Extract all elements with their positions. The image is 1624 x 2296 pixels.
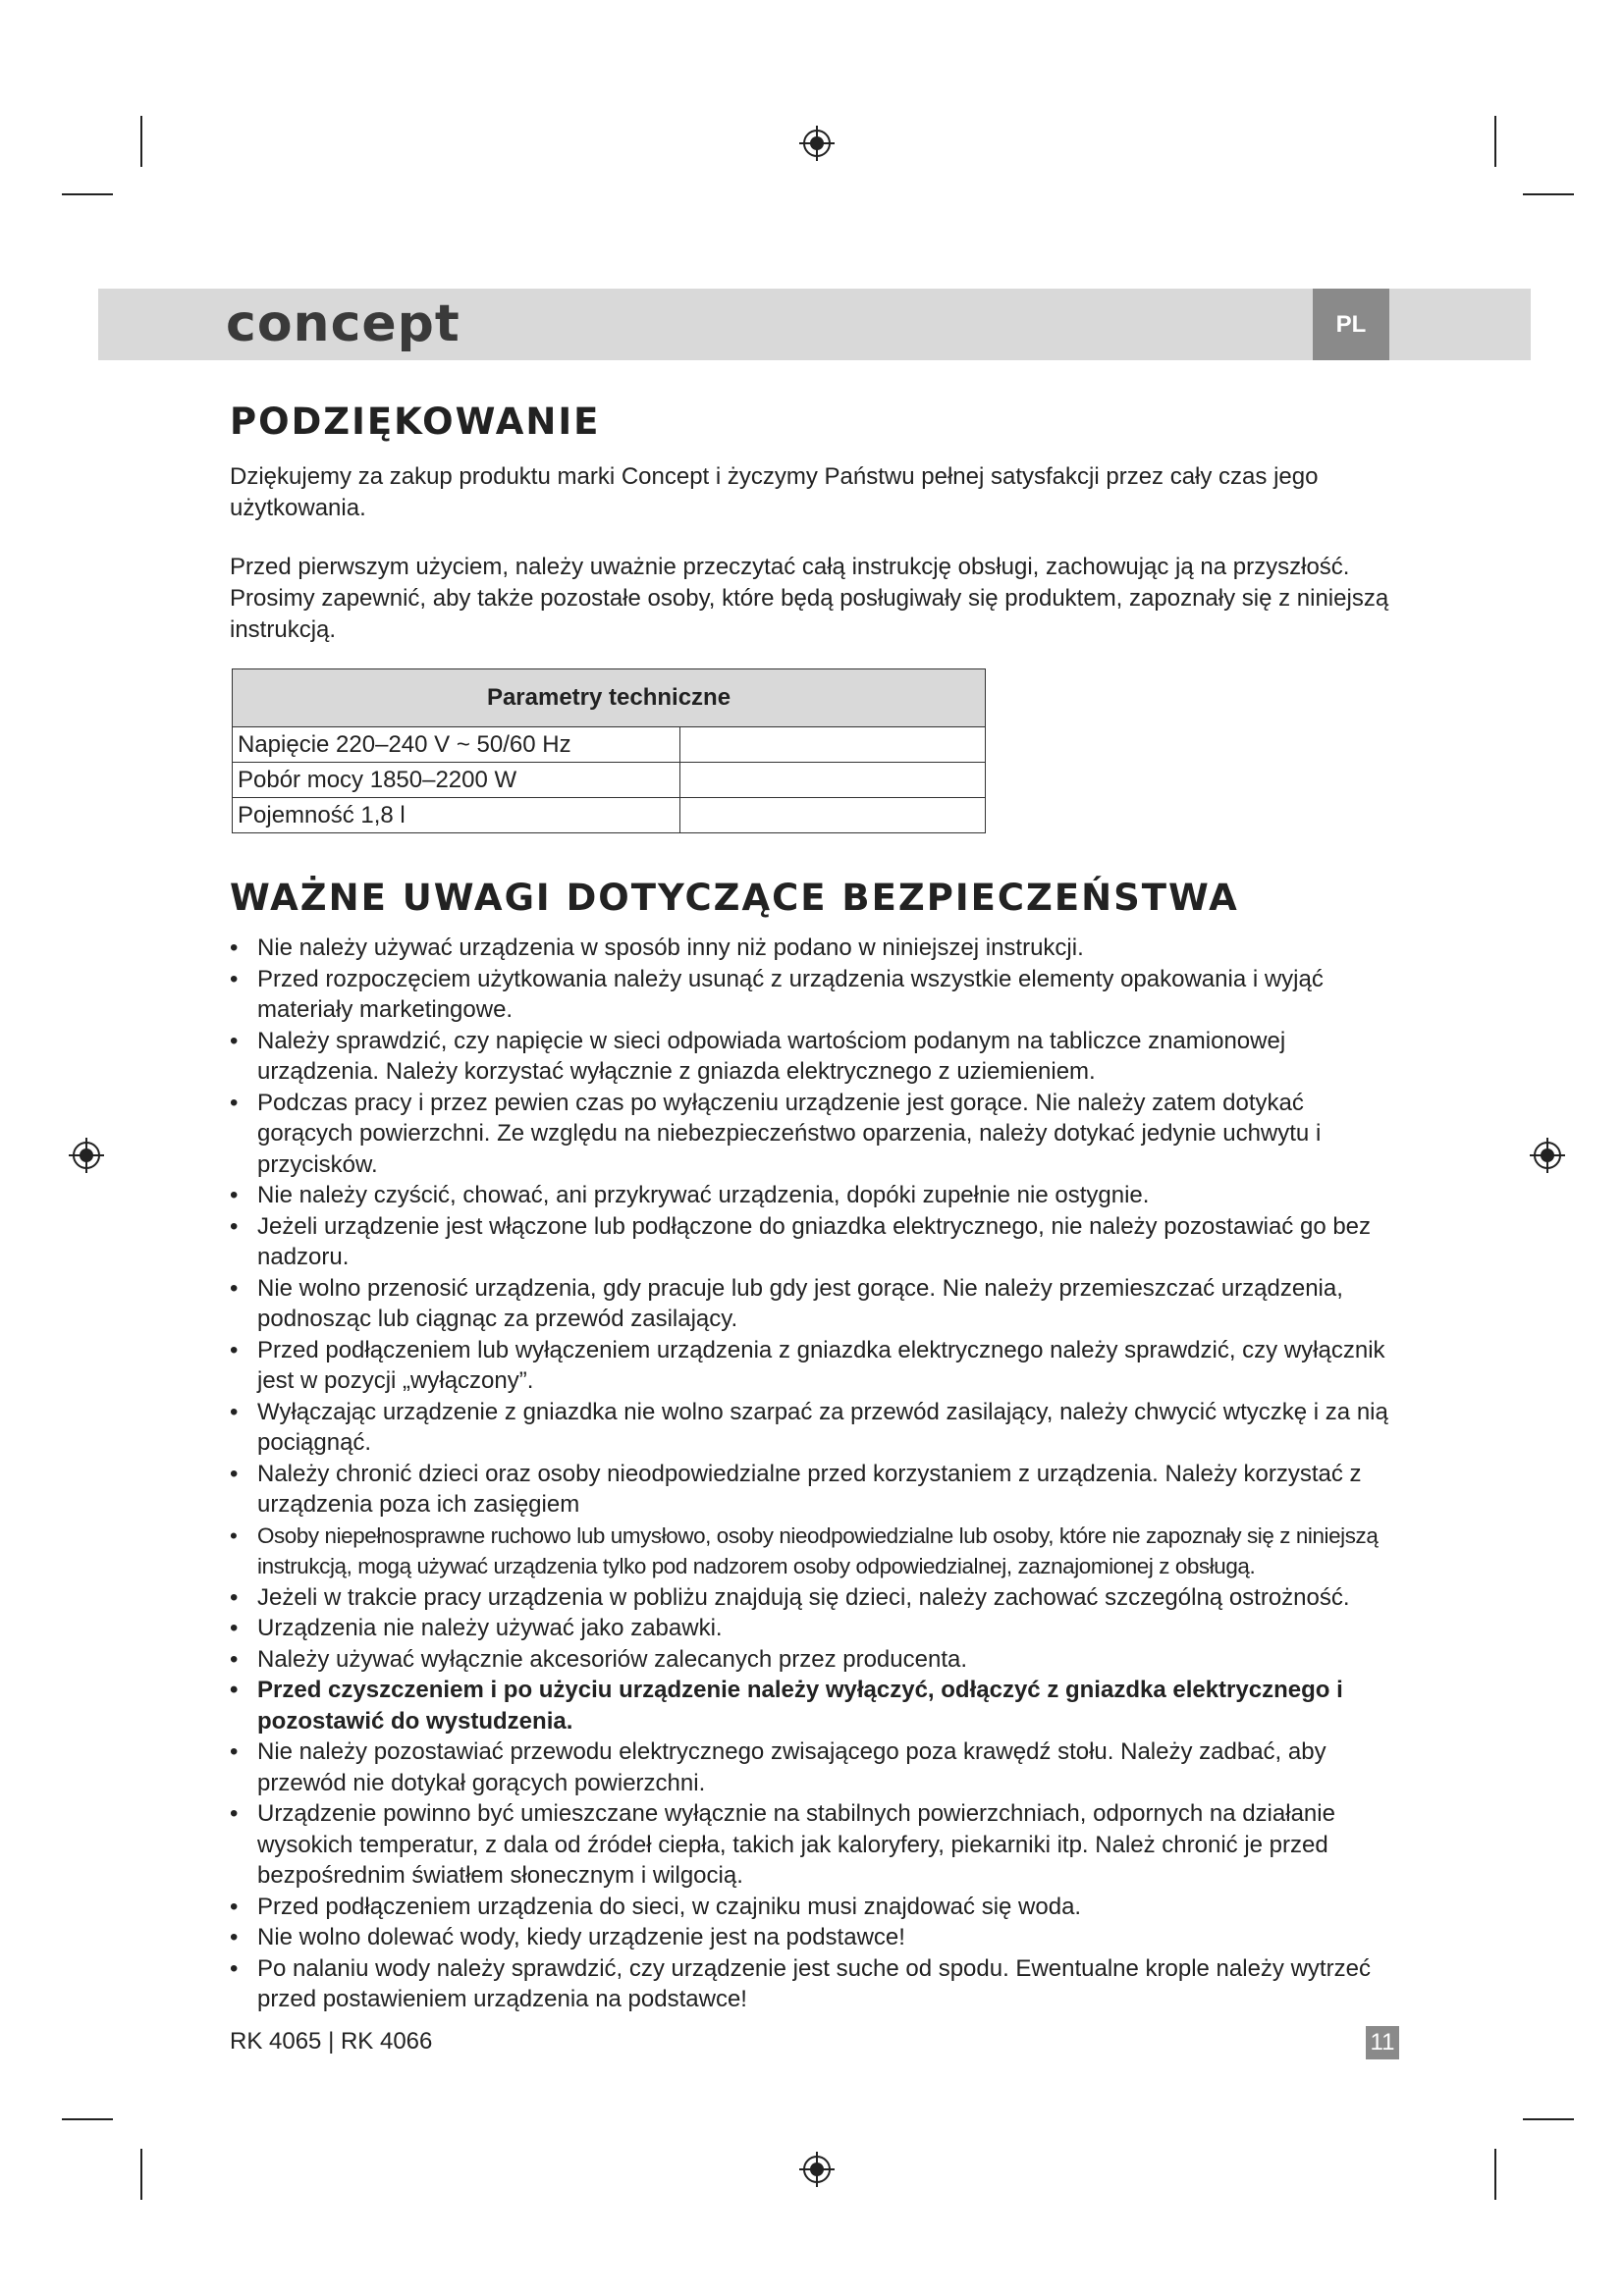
registration-mark-icon (797, 2150, 837, 2189)
header-bar (98, 289, 1531, 360)
list-item: • Podczas pracy i przez pewien czas po wyłączeniu urządzenie jest gorące. Nie należy zatem dotykać gorących powierzchni. Ze względu na niebezpieczeństwo oparzenia, należy dotykać jedynie uchwytu i przycisków. (230, 1088, 1393, 1181)
crop-mark (140, 2149, 142, 2200)
param-label: Pobór mocy 1850–2200 W (233, 763, 680, 798)
registration-mark-icon (67, 1136, 106, 1175)
list-item: • Przed podłączeniem lub wyłączeniem urządzenia z gniazdka elektrycznego należy sprawdzić, czy wyłącznik jest w pozycji „wyłączony”. (230, 1335, 1393, 1397)
param-value (680, 763, 986, 798)
safety-title: WAŻNE UWAGI DOTYCZĄCE BEZPIECZEŃSTWA (230, 877, 1239, 919)
table-row (233, 727, 986, 763)
registration-mark-icon (797, 124, 837, 163)
list-item: • Nie wolno dolewać wody, kiedy urządzenie jest na podstawce! (230, 1922, 1393, 1953)
table-row (233, 798, 986, 833)
list-item: • Urządzenie powinno być umieszczane wyłącznie na stabilnych powierzchniach, odpornych na działanie wysokich temperatur, z dala od źródeł ciepła, takich jak kaloryfery, piekarniki itp. Należ chronić je przed bezpośrednim światłem słonecznym i wilgocią. (230, 1798, 1393, 1892)
model-number: RK 4065 | RK 4066 (230, 2028, 433, 2055)
param-label: Pojemność 1,8 l (233, 798, 680, 833)
list-item: • Jeżeli urządzenie jest włączone lub podłączone do gniazdka elektrycznego, nie należy pozostawiać go bez nadzoru. (230, 1211, 1393, 1273)
registration-mark-icon (1528, 1136, 1567, 1175)
table-row (233, 763, 986, 798)
thanks-title: PODZIĘKOWANIE (230, 400, 601, 443)
list-item: • Nie wolno przenosić urządzenia, gdy pracuje lub gdy jest gorące. Nie należy przemieszczać urządzenia, podnosząc lub ciągnąc za przewód zasilający. (230, 1273, 1393, 1335)
table-header: Parametry techniczne (233, 669, 986, 727)
param-label: Napięcie 220–240 V ~ 50/60 Hz (233, 727, 680, 763)
thanks-paragraph: Dziękujemy za zakup produktu marki Concept i życzymy Państwu pełnej satysfakcji przez cały czas jego użytkowania. (230, 463, 1319, 521)
list-item-important: • Przed czyszczeniem i po użyciu urządzenie należy wyłączyć, odłączyć z gniazdka elektrycznego i pozostawić do wystudzenia. (230, 1675, 1393, 1736)
list-item: • Urządzenia nie należy używać jako zabawki. (230, 1613, 1393, 1644)
crop-mark (1494, 2149, 1496, 2200)
page-number: 11 (1366, 2026, 1399, 2059)
crop-mark (62, 193, 113, 195)
list-item: • Nie należy czyścić, chować, ani przykrywać urządzenia, dopóki zupełnie nie ostygnie. (230, 1180, 1393, 1211)
crop-mark (140, 116, 142, 167)
list-item: • Nie należy używać urządzenia w sposób inny niż podano w niniejszej instrukcji. (230, 933, 1393, 964)
brand-logo: concept (226, 294, 460, 353)
list-item: • Jeżeli w trakcie pracy urządzenia w pobliżu znajdują się dzieci, należy zachować szczególną ostrożność. (230, 1582, 1393, 1614)
crop-mark (1523, 193, 1574, 195)
technical-parameters-table (232, 668, 986, 833)
list-item: • Wyłączając urządzenie z gniazdka nie wolno szarpać za przewód zasilający, należy chwycić wtyczkę i za nią pociągnąć. (230, 1397, 1393, 1459)
list-item: • Osoby niepełnosprawne ruchowo lub umysłowo, osoby nieodpowiedzialne lub osoby, które nie zapoznały się z niniejszą instrukcją, mogą używać urządzenia tylko pod nadzorem osoby odpowiedzialnej, zaznajomionej z obsługą. (230, 1521, 1393, 1582)
language-badge: PL (1313, 289, 1389, 360)
list-item: • Należy używać wyłącznie akcesoriów zalecanych przez producenta. (230, 1644, 1393, 1676)
table-header-row (233, 669, 986, 727)
list-item: • Przed rozpoczęciem użytkowania należy usunąć z urządzenia wszystkie elementy opakowania i wyjąć materiały marketingowe. (230, 964, 1393, 1026)
list-item: • Nie należy pozostawiać przewodu elektrycznego zwisającego poza krawędź stołu. Należy zadbać, aby przewód nie dotykał gorących powierzchni. (230, 1736, 1393, 1798)
safety-list (230, 933, 1393, 2015)
crop-mark (1494, 116, 1496, 167)
page-content (230, 400, 1393, 2015)
param-value (680, 727, 986, 763)
crop-mark (62, 2118, 113, 2120)
list-item: • Po nalaniu wody należy sprawdzić, czy urządzenie jest suche od spodu. Ewentualne krople należy wytrzeć przed postawieniem urządzenia na podstawce! (230, 1953, 1393, 2015)
list-item: • Należy sprawdzić, czy napięcie w sieci odpowiada wartościom podanym na tabliczce znamionowej urządzenia. Należy korzystać wyłącznie z gniazda elektrycznego z uziemieniem. (230, 1026, 1393, 1088)
list-item: • Należy chronić dzieci oraz osoby nieodpowiedzialne przed korzystaniem z urządzenia. Należy korzystać z urządzenia poza ich zasięgiem (230, 1459, 1393, 1521)
crop-mark (1523, 2118, 1574, 2120)
list-item: • Przed podłączeniem urządzenia do sieci, w czajniku musi znajdować się woda. (230, 1892, 1393, 1923)
param-value (680, 798, 986, 833)
thanks-paragraph: Przed pierwszym użyciem, należy uważnie przeczytać całą instrukcję obsługi, zachowując ją na przyszłość. Prosimy zapewnić, aby także pozostałe osoby, które będą posługiwały się produktem, zapoznały się z niniejszą instrukcją. (230, 554, 1389, 643)
